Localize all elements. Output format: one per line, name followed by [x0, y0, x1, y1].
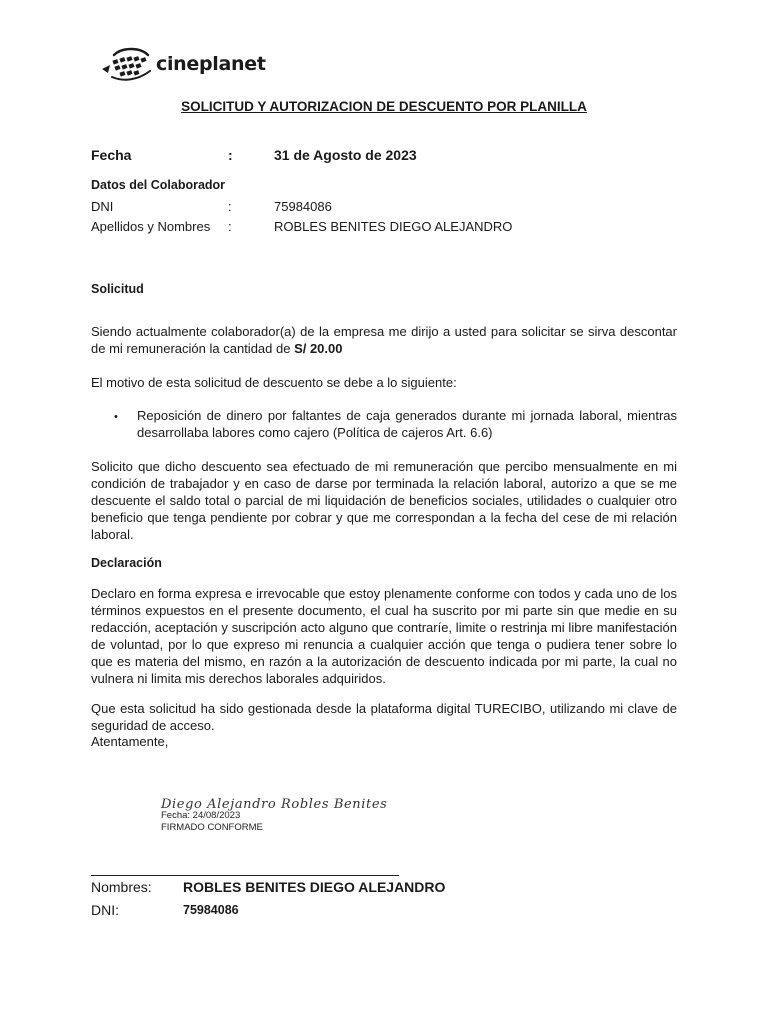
document-title: SOLICITUD Y AUTORIZACION DE DESCUENTO POR PLANILLA — [181, 99, 587, 114]
cineplanet-logo — [100, 47, 266, 81]
cineplanet-globe-icon — [100, 47, 154, 81]
nombres-value: ROBLES BENITES DIEGO ALEJANDRO — [274, 219, 513, 234]
fecha-colon: : — [228, 147, 233, 163]
footer-nombres-value: ROBLES BENITES DIEGO ALEJANDRO — [183, 879, 446, 895]
footer-nombres-label: Nombres: — [91, 879, 152, 895]
dni-label: DNI — [91, 199, 114, 214]
footer-dni-label: DNI: — [91, 902, 119, 918]
signature: Diego Alejandro Robles Benites — [161, 797, 388, 812]
fecha-label: Fecha — [91, 147, 132, 163]
solicitud-paragraph-3: Solicito que dicho descuento sea efectuado de mi remuneración que percibo mensualmente en mi condición de trabajador y en caso de darse por terminada la relación laboral, autorizo a que se me descuente el saldo total o parcial de mi liquidación de beneficios sociales, utilidades o cualquier otro beneficio que tenga pendiente por cobrar y que me correspondan a la fecha del cese de mi relación laboral. — [91, 459, 677, 542]
dni-value: 75984086 — [274, 199, 332, 214]
closing: Atentamente, — [91, 734, 169, 749]
motivo-bullet: Reposición de dinero por faltantes de caja generados durante mi jornada laboral, mientras desarrollaba labores como cajero (Política de cajeros Art. 6.6) — [137, 408, 677, 440]
nombres-label: Apellidos y Nombres — [91, 219, 211, 234]
solicitud-paragraph-1-text: Siendo actualmente colaborador(a) de la empresa me dirijo a usted para solicitar se sirva descontar de mi remuneración la cantidad de — [91, 324, 677, 356]
solicitud-heading: Solicitud — [91, 282, 144, 296]
bullet-icon: • — [114, 411, 118, 423]
declaracion-paragraph-2: Que esta solicitud ha sido gestionada desde la plataforma digital TURECIBO, utilizando mi clave de seguridad de acceso. — [91, 701, 677, 733]
fecha-value: 31 de Agosto de 2023 — [274, 147, 417, 163]
solicitud-paragraph-1 — [91, 323, 677, 357]
logo-text: cineplanet — [156, 53, 266, 75]
dni-colon: : — [228, 199, 232, 214]
solicitud-amount: S/ 20.00 — [294, 341, 343, 356]
datos-heading: Datos del Colaborador — [91, 178, 226, 192]
declaracion-heading: Declaración — [91, 556, 162, 570]
signature-date: Fecha: 24/08/2023 — [161, 810, 241, 821]
signature-status: FIRMADO CONFORME — [161, 822, 263, 833]
declaracion-paragraph-1: Declaro en forma expresa e irrevocable que estoy plenamente conforme con todos y cada uno de los términos expuestos en el presente documento, el cual ha suscrito por mi parte sin que medie en su redacción, aceptación y suscripción acto alguno que contraríe, limite o restrinja mi libre manifestación de voluntad, por lo que expreso mi renuncia a cualquier acción que tenga o pudiera tener sobre lo que es materia del mismo, en razón a la autorización de descuento indicada por mi parte, la cual no vulnera ni limita mis derechos laborales adquiridos. — [91, 586, 677, 686]
signature-line — [91, 875, 399, 876]
nombres-colon: : — [228, 219, 232, 234]
solicitud-paragraph-2: El motivo de esta solicitud de descuento se debe a lo siguiente: — [91, 375, 457, 390]
footer-dni-value: 75984086 — [183, 903, 239, 917]
